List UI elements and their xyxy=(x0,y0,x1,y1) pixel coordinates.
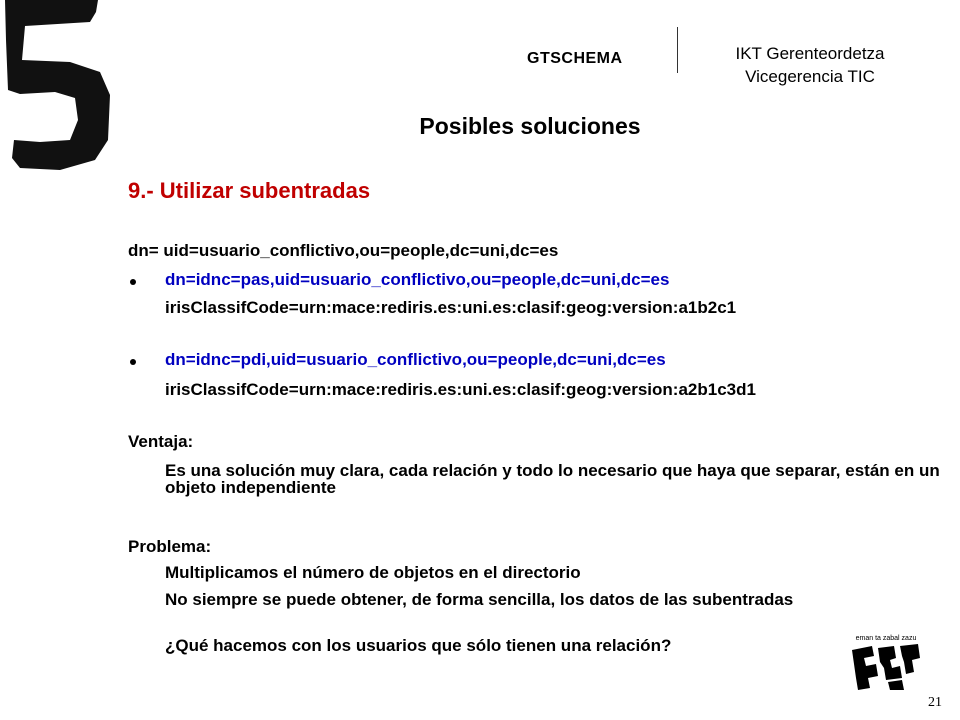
problema-label: Problema: xyxy=(128,537,212,556)
bullet-icon xyxy=(130,279,136,285)
problema-item: Multiplicamos el número de objetos en el directorio xyxy=(165,563,581,582)
ventaja-text: Es una solución muy clara, cada relación y todo lo necesario que haya que separar, están en un objeto independiente xyxy=(165,461,940,497)
page-number: 21 xyxy=(928,695,942,710)
bullet-icon xyxy=(130,359,136,365)
dn-line: dn= uid=usuario_conflictivo,ou=people,dc=uni,dc=es xyxy=(128,241,559,260)
header-divider xyxy=(677,27,678,73)
subentry-code: irisClassifCode=urn:mace:rediris.es:uni.es:clasif:geog:version:a2b1c3d1 xyxy=(165,380,756,399)
ventaja-label: Ventaja: xyxy=(128,432,194,451)
header-label: GTSCHEMA xyxy=(527,50,623,67)
subentry-dn: dn=idnc=pdi,uid=usuario_conflictivo,ou=people,dc=uni,dc=es xyxy=(165,350,666,369)
subentry-code: irisClassifCode=urn:mace:rediris.es:uni.es:clasif:geog:version:a1b2c1 xyxy=(165,298,737,317)
brand-logo-icon xyxy=(0,0,115,175)
logo-caption: eman ta zabal zazu xyxy=(855,635,917,642)
university-logo-icon xyxy=(850,632,922,692)
header-org-line2: Vicegerencia TIC xyxy=(745,67,875,86)
header-org xyxy=(700,42,920,88)
header-org-line1: IKT Gerenteordetza xyxy=(735,44,885,63)
slide-title: Posibles soluciones xyxy=(419,113,641,139)
problema-item: ¿Qué hacemos con los usuarios que sólo tienen una relación? xyxy=(165,636,672,655)
section-heading: 9.- Utilizar subentradas xyxy=(128,178,371,203)
problema-item: No siempre se puede obtener, de forma sencilla, los datos de las subentradas xyxy=(165,590,794,609)
subentry-dn: dn=idnc=pas,uid=usuario_conflictivo,ou=people,dc=uni,dc=es xyxy=(165,270,670,289)
